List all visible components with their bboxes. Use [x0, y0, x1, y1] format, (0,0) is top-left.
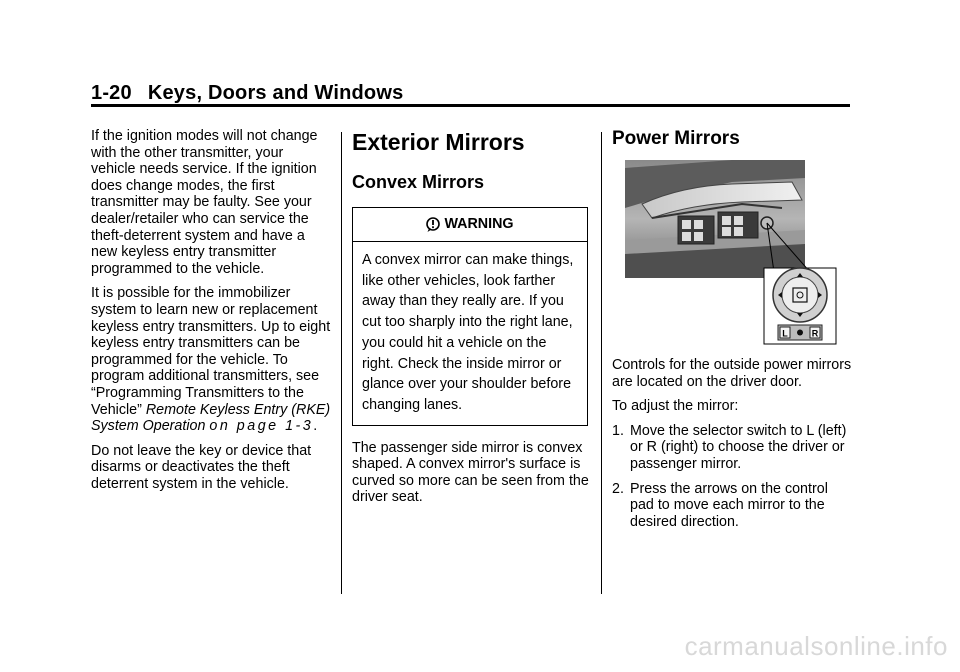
warning-icon	[426, 217, 440, 233]
watermark: carmanualsonline.info	[684, 631, 948, 661]
col1-paragraph-2: It is possible for the immobilizer system to learn new or replacement keyless entry transmitters. Up to eight keyless entry transmitters can be programmed for the vehicle. To program additional transmitters, see “Programming Transmitters to the Vehicle” Remote Keyless Entry (RKE) System Operation on page 1-3.	[91, 285, 331, 435]
heading-convex-mirrors: Convex Mirrors	[352, 172, 485, 192]
step-number: 1.	[612, 422, 624, 439]
header-rule	[91, 104, 850, 107]
warning-title: WARNING	[444, 216, 514, 233]
col1-paragraph-3: Do not leave the key or device that disarms or deactivates the theft deterrent system in the vehicle.	[91, 442, 312, 492]
step-text: Move the selector switch to L (left) or R (right) to choose the driver or passenger mirror.	[630, 422, 847, 472]
col3-paragraph-1: Controls for the outside power mirrors are located on the driver door.	[612, 357, 852, 390]
warning-text: A convex mirror can make things, like other vehicles, look farther away than they really are. If you cut too sharply into the right lane, you could hit a vehicle on the right. Check the inside mirror or glance over your shoulder before changing lanes.	[362, 252, 574, 413]
instruction-list	[612, 423, 852, 531]
column-2	[352, 128, 590, 514]
step-number: 2.	[612, 480, 624, 497]
list-item	[612, 481, 852, 531]
selector-left-label: L	[782, 328, 788, 339]
warning-header	[353, 208, 587, 242]
warning-box	[352, 207, 588, 426]
heading-exterior-mirrors: Exterior Mirrors	[352, 129, 525, 155]
rke-link[interactable]: Remote Keyless Entry (RKE) System Operation	[91, 401, 331, 435]
door-panel-illustration	[612, 160, 852, 345]
selector-right-label: R	[811, 328, 819, 339]
column-1	[91, 128, 331, 500]
heading-power-mirrors: Power Mirrors	[612, 128, 740, 149]
col3-paragraph-2: To adjust the mirror:	[612, 398, 739, 415]
section-title: Keys, Doors and Windows	[147, 82, 404, 104]
page-number: 1-20	[91, 82, 132, 104]
page-header	[91, 82, 403, 105]
col2-paragraph-1: The passenger side mirror is convex shaped. A convex mirror's surface is curved so more can be seen from the driver seat.	[352, 439, 589, 506]
page-reference[interactable]: on page 1-3	[209, 418, 314, 435]
step-text: Press the arrows on the control pad to move each mirror to the desired direction.	[630, 480, 828, 530]
column-divider-1	[341, 132, 342, 594]
list-item	[612, 423, 852, 473]
col1-paragraph-1: If the ignition modes will not change with the other transmitter, your vehicle needs service. If the ignition does change modes, the first transmitter may be faulty. See your dealer/retailer who can service the theft-deterrent system and have a new keyless entry transmitter programmed to the vehicle.	[91, 128, 318, 277]
column-divider-2	[601, 132, 602, 594]
mirror-control-illustration	[612, 160, 852, 345]
column-3	[612, 128, 852, 538]
